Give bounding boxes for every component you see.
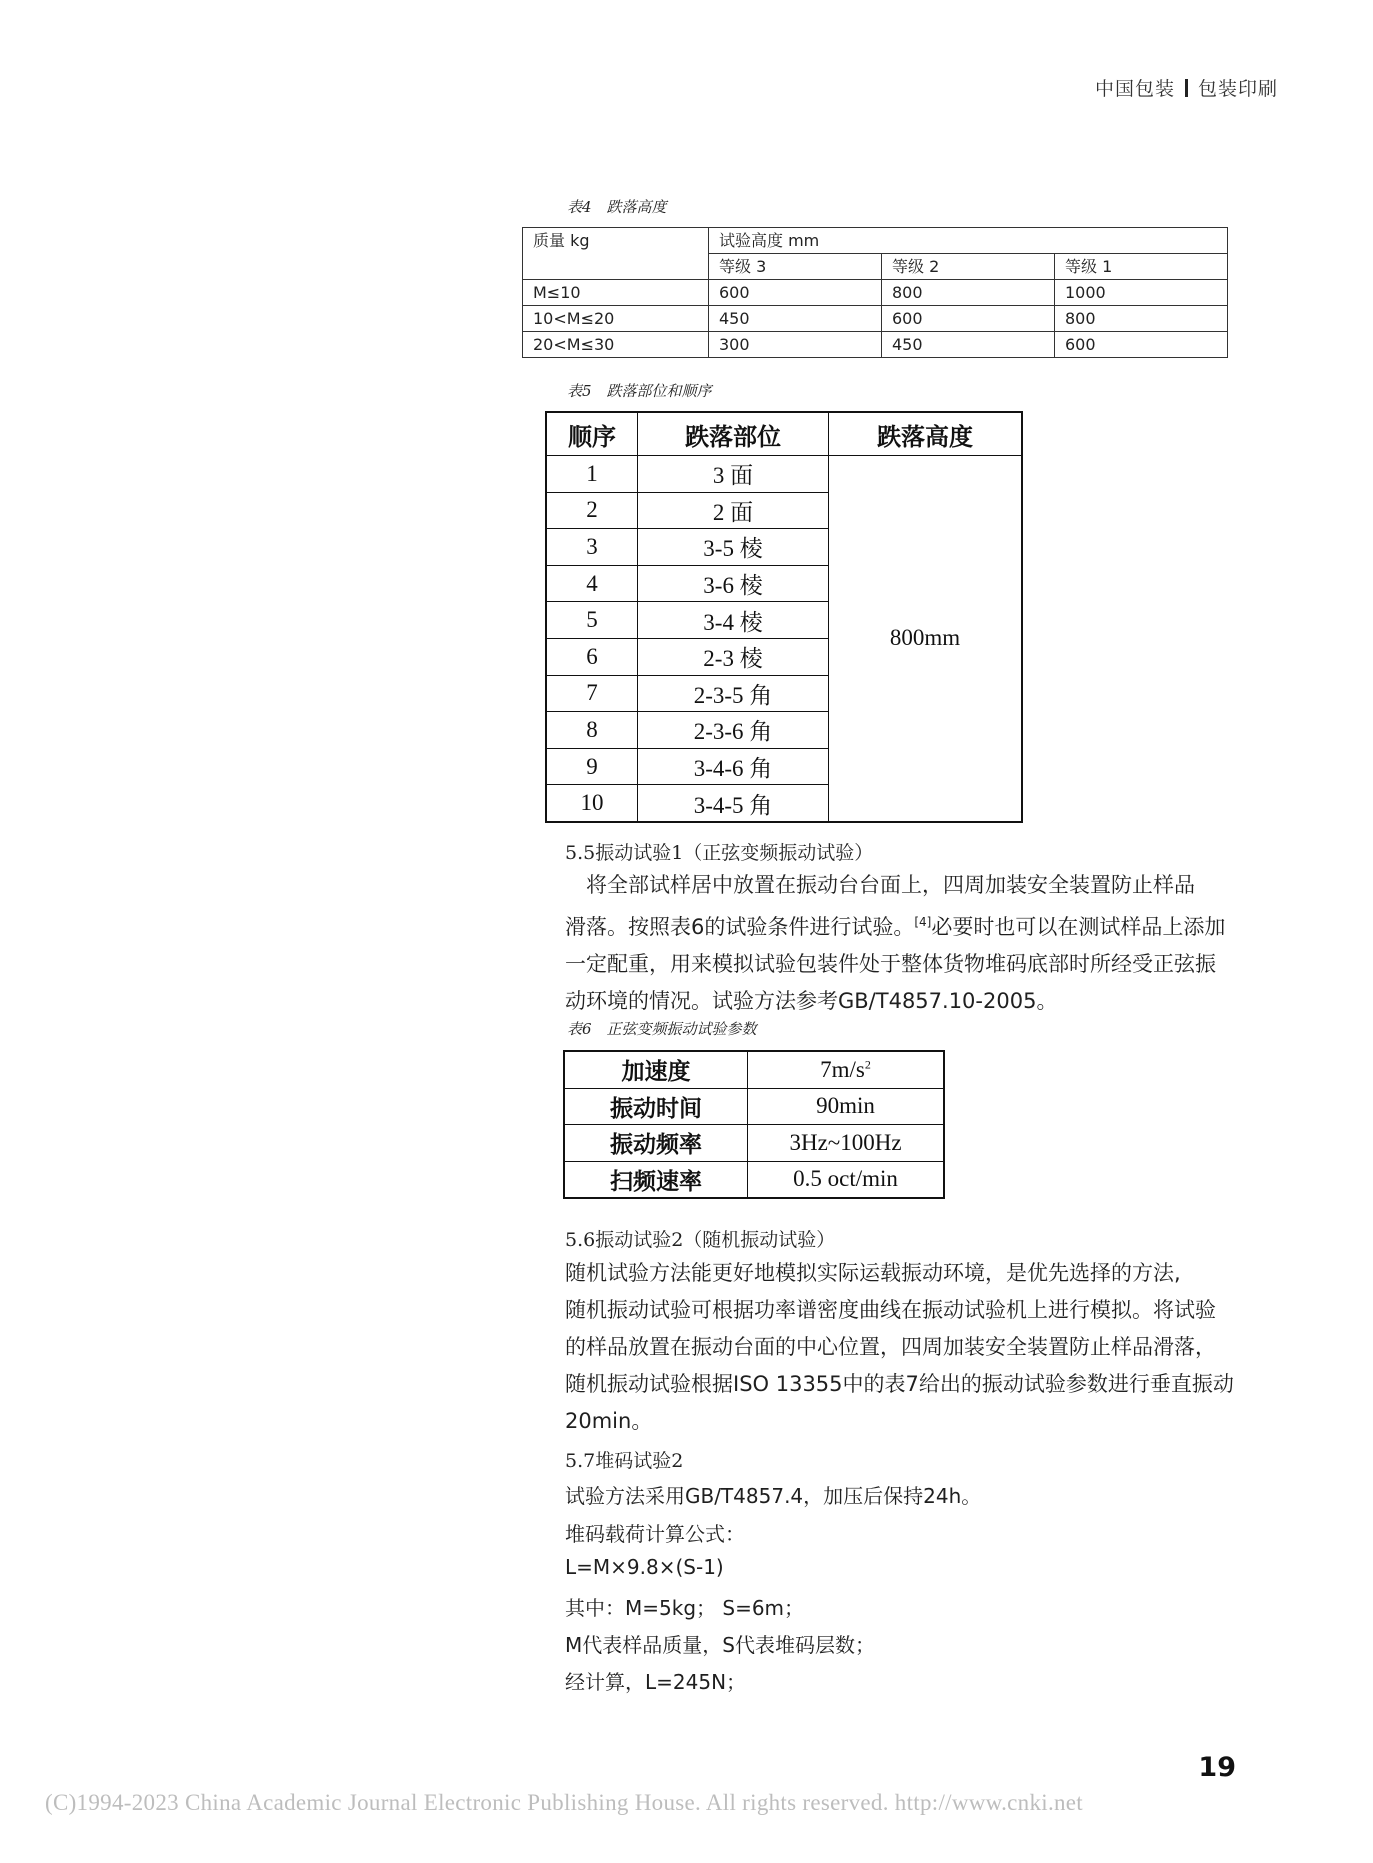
table5 — [545, 411, 1023, 823]
table4-caption: 表4 跌落高度 — [567, 198, 667, 216]
body-text: 必要时也可以在测试样品上添加 — [931, 915, 1226, 939]
table6-value: 90min — [748, 1088, 945, 1125]
table4-cell: 600 — [882, 306, 1055, 332]
table-row — [564, 1088, 944, 1125]
table-row — [546, 456, 1022, 493]
body-line: 将全部试样居中放置在振动台台面上，四周加装安全装置防止样品 — [586, 873, 1195, 897]
table-row — [564, 1125, 944, 1162]
table5-position: 3-5 棱 — [638, 529, 829, 566]
table5-position: 2 面 — [638, 492, 829, 529]
section-5-6-title: 5.6振动试验2（随机振动试验） — [565, 1229, 836, 1251]
table6-key: 扫频速率 — [564, 1161, 748, 1198]
table-row — [564, 1051, 944, 1088]
section-5-5-title: 5.5振动试验1（正弦变频振动试验） — [565, 842, 874, 864]
superscript: 2 — [864, 1057, 871, 1072]
section-5-5-body — [565, 867, 1235, 1020]
table4-cell: 1000 — [1055, 280, 1228, 306]
table6-key: 加速度 — [564, 1051, 748, 1088]
table4-grade: 等级 3 — [709, 254, 882, 280]
table4-grade: 等级 1 — [1055, 254, 1228, 280]
body-line: 随机试验方法能更好地模拟实际运载振动环境，是优先选择的方法, — [565, 1261, 1181, 1285]
body-line: 20min。 — [565, 1409, 653, 1433]
body-line: 其中：M=5kg； S=6m； — [565, 1596, 805, 1620]
table5-order: 9 — [546, 748, 638, 785]
table5-position: 3 面 — [638, 456, 829, 493]
body-text: 滑落。按照表6的试验条件进行试验。 — [565, 915, 915, 939]
section-5-6-body — [565, 1255, 1235, 1440]
table5-header-position: 跌落部位 — [638, 412, 829, 456]
table4-col-height: 试验高度 mm — [709, 228, 1228, 254]
body-line: 的样品放置在振动台面的中心位置，四周加装安全装置防止样品滑落， — [565, 1335, 1216, 1359]
table5-position: 2-3-6 角 — [638, 712, 829, 749]
table6 — [563, 1050, 945, 1199]
table4-cell: 800 — [882, 280, 1055, 306]
table4-cell: 450 — [882, 332, 1055, 358]
table5-position: 3-4-5 角 — [638, 785, 829, 822]
table5-order: 8 — [546, 712, 638, 749]
table5-position: 3-6 棱 — [638, 565, 829, 602]
citation-ref: [4] — [914, 915, 932, 929]
table5-order: 2 — [546, 492, 638, 529]
body-line: 动环境的情况。试验方法参考GB/T4857.10-2005。 — [565, 989, 1058, 1013]
table6-value-text: 7m/s — [820, 1056, 865, 1082]
table5-order: 1 — [546, 456, 638, 493]
table4-cell: 800 — [1055, 306, 1228, 332]
header-separator — [1185, 79, 1188, 97]
table4-cell: 600 — [709, 280, 882, 306]
body-line: 随机振动试验根据ISO 13355中的表7给出的振动试验参数进行垂直振动 — [565, 1372, 1234, 1396]
table5-position: 3-4 棱 — [638, 602, 829, 639]
copyright-footer: (C)1994-2023 China Academic Journal Electronic Publishing House. All rights reserved. http://www.cnki.net — [45, 1790, 1083, 1815]
table5-order: 7 — [546, 675, 638, 712]
body-line: 随机振动试验可根据功率谱密度曲线在振动试验机上进行模拟。将试验 — [565, 1298, 1216, 1322]
table6-caption: 表6 正弦变频振动试验参数 — [567, 1020, 757, 1038]
table4 — [522, 227, 1228, 358]
table4-grade: 等级 2 — [882, 254, 1055, 280]
table5-position: 2-3-5 角 — [638, 675, 829, 712]
table5-position: 2-3 棱 — [638, 638, 829, 675]
body-line: 堆码载荷计算公式： — [565, 1522, 745, 1546]
running-header — [1095, 74, 1278, 101]
table4-cell: 450 — [709, 306, 882, 332]
table5-order: 4 — [546, 565, 638, 602]
table-row — [564, 1161, 944, 1198]
table5-order: 5 — [546, 602, 638, 639]
table5-caption: 表5 跌落部位和顺序 — [567, 382, 712, 400]
table6-key: 振动频率 — [564, 1125, 748, 1162]
table5-header-height: 跌落高度 — [829, 412, 1023, 456]
table5-height-value: 800mm — [829, 456, 1023, 822]
table4-cell: 600 — [1055, 332, 1228, 358]
section-5-7-title: 5.7堆码试验2 — [565, 1450, 684, 1472]
table5-position: 3-4-6 角 — [638, 748, 829, 785]
table6-key: 振动时间 — [564, 1088, 748, 1125]
table5-header-order: 顺序 — [546, 412, 638, 456]
body-line: 经计算，L=245N； — [565, 1670, 747, 1694]
table-row — [523, 280, 1228, 306]
journal-section: 包装印刷 — [1197, 78, 1278, 100]
body-line: 一定配重，用来模拟试验包装件处于整体货物堆码底部时所经受正弦振 — [565, 952, 1216, 976]
table4-col-mass: 质量 kg — [523, 228, 709, 280]
body-line: M代表样品质量，S代表堆码层数； — [565, 1633, 875, 1657]
table4-cell: 10<M≤20 — [523, 306, 709, 332]
table5-order: 10 — [546, 785, 638, 822]
table4-cell: 20<M≤30 — [523, 332, 709, 358]
table5-order: 6 — [546, 638, 638, 675]
table4-cell: M≤10 — [523, 280, 709, 306]
journal-name: 中国包装 — [1094, 78, 1175, 100]
formula-line: L=M×9.8×(S-1) — [565, 1555, 724, 1579]
table-row — [523, 306, 1228, 332]
table6-value — [748, 1051, 945, 1088]
table6-value: 0.5 oct/min — [748, 1161, 945, 1198]
table5-order: 3 — [546, 529, 638, 566]
table4-cell: 300 — [709, 332, 882, 358]
table-row — [523, 332, 1228, 358]
body-line — [565, 904, 1235, 946]
body-line: 试验方法采用GB/T4857.4，加压后保持24h。 — [565, 1484, 982, 1508]
page-number: 19 — [1198, 1752, 1236, 1783]
table6-value: 3Hz~100Hz — [748, 1125, 945, 1162]
